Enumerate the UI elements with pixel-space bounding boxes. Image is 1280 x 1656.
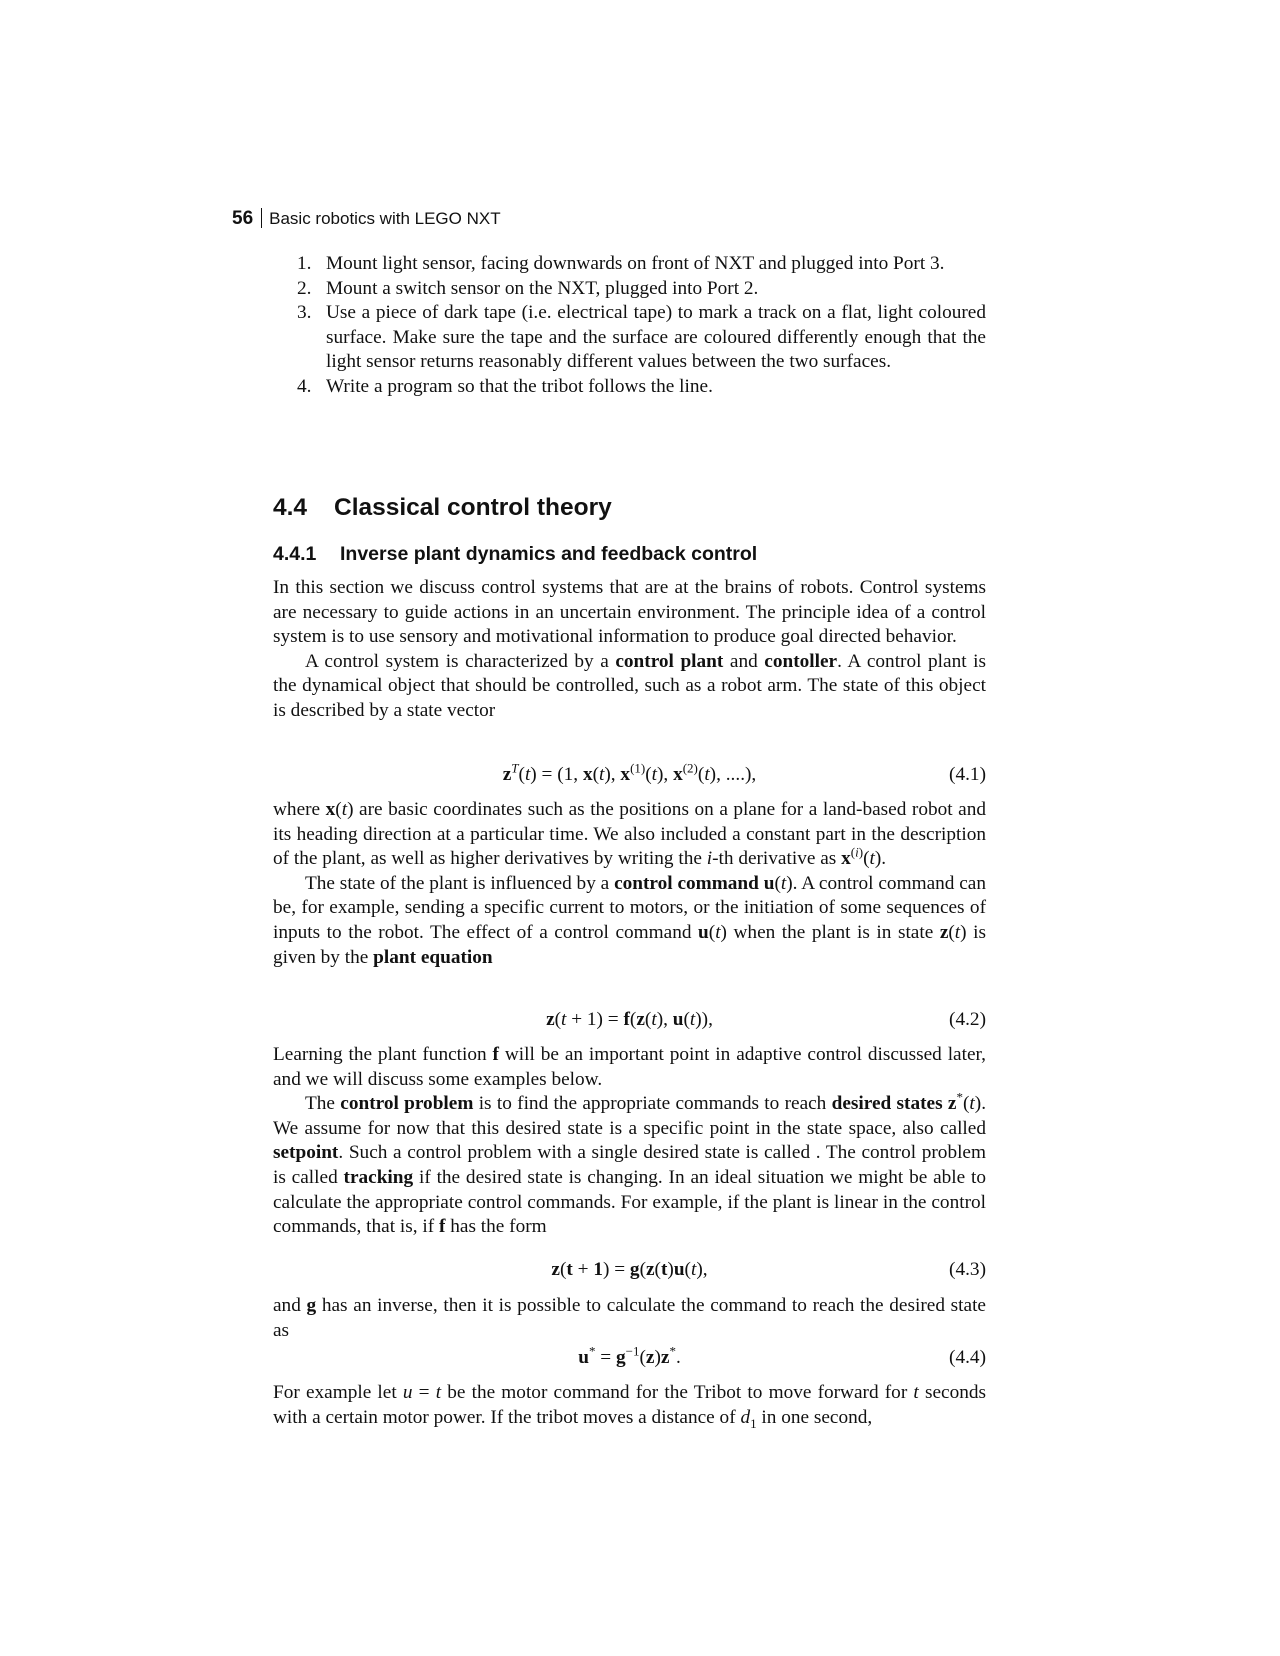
list-item-number: 2. — [297, 277, 312, 299]
term-controller: contoller — [764, 650, 838, 672]
term-control-plant: control plant — [615, 650, 724, 672]
running-title: Basic robotics with LEGO NXT — [269, 209, 501, 228]
equation-4-2 — [273, 1007, 986, 1033]
instruction-list-block — [273, 252, 986, 400]
paragraph: A control system is characterized by a control plant and contoller. A control plant is the dynamical object that should be controlled, such as a robot arm. The state of this object is described by a state vector — [273, 650, 986, 721]
paragraph: In this section we discuss control systems that are at the brains of robots. Control systems are necessary to guide actions in an uncertain environment. The principle idea of a control system is to use sensory and motivational information to produce goal directed behavior. — [273, 577, 986, 648]
list-item — [273, 301, 986, 375]
equation-body: $u^* = g^{-1}(z)z^*$. — [578, 1343, 681, 1368]
state-description-block — [273, 798, 986, 970]
list-item-number: 1. — [297, 253, 312, 274]
list-item-number: 3. — [297, 302, 312, 324]
inverse-block — [273, 1294, 986, 1343]
paragraph: and g has an inverse, then it is possible to calculate the command to reach the desired state as — [273, 1295, 986, 1341]
section-number: 4.4 — [273, 494, 308, 521]
control-problem-block — [273, 1043, 986, 1240]
paragraph: For example let u = t be the motor command for the Tribot to move forward for t seconds with a certain motor power. If the tribot moves a distance of $d_1$ in one second, — [273, 1382, 986, 1431]
equation-body: z(t + 1) = g(z(t)u(t), — [551, 1259, 708, 1280]
running-header — [232, 208, 501, 230]
list-item — [273, 252, 986, 277]
term-control-problem: control problem — [340, 1093, 474, 1115]
equation-4-1 — [273, 762, 986, 788]
section-heading — [273, 493, 612, 523]
subsection-number: 4.4.1 — [273, 543, 317, 565]
section-title: Classical control theory — [334, 494, 612, 521]
equation-4-3 — [273, 1257, 986, 1283]
paragraph: Learning the plant function f will be an important point in adaptive control discussed later, and we will discuss some examples below. — [273, 1044, 986, 1090]
subsection-heading — [273, 542, 757, 566]
page-number: 56 — [232, 208, 254, 229]
example-block — [273, 1381, 986, 1430]
term-plant-equation: plant equation — [373, 946, 493, 968]
equation-number: (4.2) — [949, 1009, 986, 1030]
list-item-text: Mount light sensor, facing downwards on front of NXT and plugged into Port 3. — [326, 253, 945, 274]
intro-block — [273, 576, 986, 724]
paragraph: The control problem is to find the appropriate commands to reach desired states z*(t). We assume for now that this desired state is a specific point in the state space, also called setpoint. Such a control problem with a single desired state is called . The control problem is called tracking if the desired state is changing. In an ideal situation we might be able to calculate the appropriate control commands. For example, if the plant is linear in the control commands, that is, if f has the form — [273, 1089, 987, 1238]
instruction-list — [273, 252, 986, 400]
paragraph: where x(t) are basic coordinates such as the positions on a plane for a land-based robot and its heading direction at a particular time. We also included a constant part in the description of the plant, as well as higher derivatives by writing the i-th derivative as $x^{(i)}(t)$. — [273, 799, 986, 870]
list-item-text: Mount a switch sensor on the NXT, plugged into Port 2. — [326, 277, 759, 299]
list-item-text: Use a piece of dark tape (i.e. electrical tape) to mark a track on a flat, light coloured surface. Make sure the tape and the surface are coloured differently enough that the light sensor returns reasonably different values between the two surfaces. — [326, 302, 986, 373]
equation-body: z(t + 1) = f(z(t), u(t)), — [546, 1009, 713, 1030]
equation-body: $z^T(t) = (1$, x(t), $x^{(1)}(t)$, $x^{(2)}(t)$, ....), — [502, 760, 757, 785]
list-item-text: Write a program so that the tribot follows the line. — [326, 375, 713, 397]
list-item — [273, 277, 986, 302]
equation-number: (4.4) — [949, 1347, 986, 1368]
equation-number: (4.1) — [949, 764, 986, 785]
term-setpoint: setpoint — [273, 1142, 339, 1164]
term-desired-states: desired states — [831, 1093, 943, 1115]
paragraph: The state of the plant is influenced by a control command u(t). A control command can be, for example, sending a specific current to motors, or the initiation of some sequences of inputs to the robot. The effect of a control command u(t) when the plant is in state z(t) is given by the plant equation — [273, 872, 986, 968]
list-item — [273, 375, 986, 400]
list-item-number: 4. — [297, 375, 312, 397]
header-divider — [261, 208, 262, 228]
term-control-command: control command — [614, 872, 759, 894]
equation-number: (4.3) — [949, 1259, 986, 1280]
term-tracking: tracking — [343, 1166, 414, 1188]
equation-4-4 — [273, 1345, 986, 1371]
subsection-title: Inverse plant dynamics and feedback control — [340, 543, 758, 565]
